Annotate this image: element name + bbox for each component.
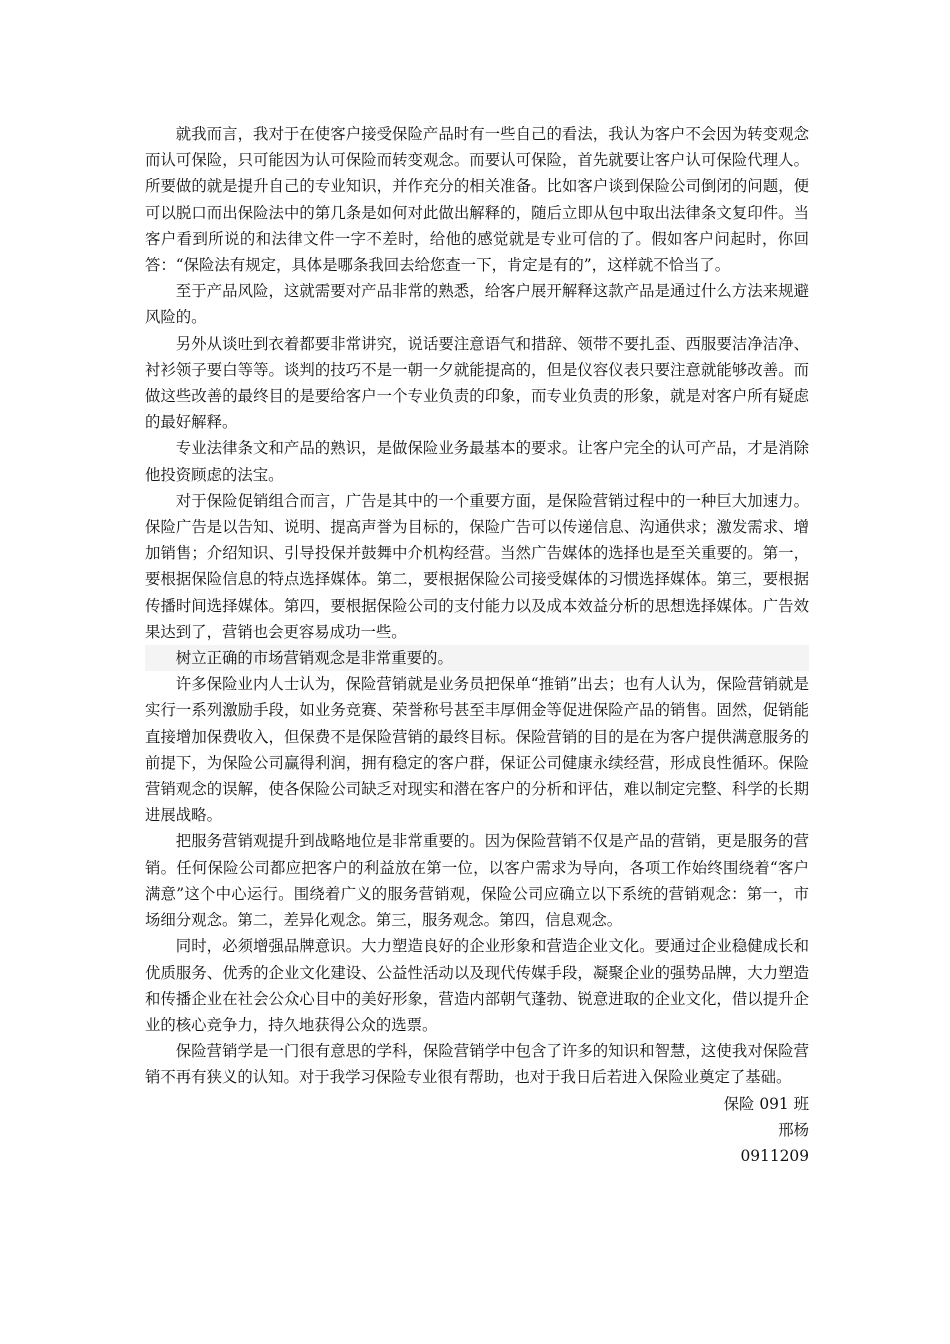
- paragraph-6-highlighted: 树立正确的市场营销观念是非常重要的。: [145, 645, 809, 671]
- signature-name: 邢杨: [778, 1120, 809, 1139]
- signature-block: [145, 1091, 809, 1170]
- paragraph-4: 专业法律条文和产品的熟识，是做保险业务最基本的要求。让客户完全的认可产品，才是消除他投资顾虑的法宝。: [145, 439, 809, 484]
- document-body: [145, 121, 809, 1169]
- paragraph-8: 把服务营销观提升到战略地位是非常重要的。因为保险营销不仅是产品的营销，更是服务的营销。任何保险公司都应把客户的利益放在第一位，以客户需求为导向，各项工作始终围绕着“客户满意”这个中心运行。围绕着广义的服务营销观，保险公司应确立以下系统的营销观念：第一，市场细分观念。第二，差异化观念。第三，服务观念。第四，信息观念。: [145, 832, 809, 930]
- signature-class: 保险 091 班: [723, 1094, 809, 1113]
- paragraph-5: 对于保险促销组合而言，广告是其中的一个重要方面，是保险营销过程中的一种巨大加速力。保险广告是以告知、说明、提高声誉为目标的，保险广告可以传递信息、沟通供求；激发需求、增加销售；介绍知识、引导投保并鼓舞中介机构经营。当然广告媒体的选择也是至关重要的。第一，要根据保险信息的特点选择媒体。第二，要根据保险公司接受媒体的习惯选择媒体。第三，要根据传播时间选择媒体。第四，要根据保险公司的支付能力以及成本效益分析的思想选择媒体。广告效果达到了，营销也会更容易成功一些。: [145, 491, 809, 641]
- paragraph-2: 至于产品风险，这就需要对产品非常的熟悉，给客户展开解释这款产品是通过什么方法来规避风险的。: [145, 282, 809, 327]
- paragraph-1: 就我而言，我对于在使客户接受保险产品时有一些自己的看法，我认为客户不会因为转变观念而认可保险，只可能因为认可保险而转变观念。而要认可保险，首先就要让客户认可保险代理人。所要做的就是提升自己的专业知识，并作充分的相关准备。比如客户谈到保险公司倒闭的问题，便可以脱口而出保险法中的第几条是如何对此做出解释的，随后立即从包中取出法律条文复印件。当客户看到所说的和法律文件一字不差时，给他的感觉就是专业可信的了。假如客户问起时，你回答：“保险法有规定，具体是哪条我回去给您查一下，肯定是有的”，这样就不恰当了。: [145, 125, 809, 275]
- paragraph-10: 保险营销学是一门很有意思的学科，保险营销学中包含了许多的知识和智慧，这使我对保险营销不再有狭义的认知。对于我学习保险专业很有帮助，也对于我日后若进入保险业奠定了基础。: [145, 1042, 809, 1087]
- signature-student-id: 0911209: [740, 1146, 809, 1165]
- paragraph-7: 许多保险业内人士认为，保险营销就是业务员把保单“推销”出去；也有人认为，保险营销就是实行一系列激励手段，如业务竞赛、荣誉称号甚至丰厚佣金等促进保险产品的销售。固然，促销能直接增加保费收入，但保费不是保险营销的最终目标。保险营销的目的是在为客户提供满意服务的前提下，为保险公司赢得利润，拥有稳定的客户群，保证公司健康永续经营，形成良性循环。保险营销观念的误解，使各保险公司缺乏对现实和潜在客户的分析和评估，难以制定完整、科学的长期进展战略。: [145, 675, 809, 825]
- paragraph-3: 另外从谈吐到衣着都要非常讲究，说话要注意语气和措辞、领带不要扎歪、西服要洁净洁净、衬衫领子要白等等。谈判的技巧不是一朝一夕就能提高的，但是仪容仪表只要注意就能够改善。而做这些改善的最终目的是要给客户一个专业负责的印象，而专业负责的形象，就是对客户所有疑虑的最好解释。: [145, 334, 809, 432]
- paragraph-9: 同时，必须增强品牌意识。大力塑造良好的企业形象和营造企业文化。要通过企业稳健成长和优质服务、优秀的企业文化建设、公益性活动以及现代传媒手段，凝聚企业的强势品牌，大力塑造和传播企业在社会公众心目中的美好形象，营造内部朝气蓬勃、锐意进取的企业文化，借以提升企业的核心竞争力，持久地获得公众的选票。: [145, 937, 809, 1034]
